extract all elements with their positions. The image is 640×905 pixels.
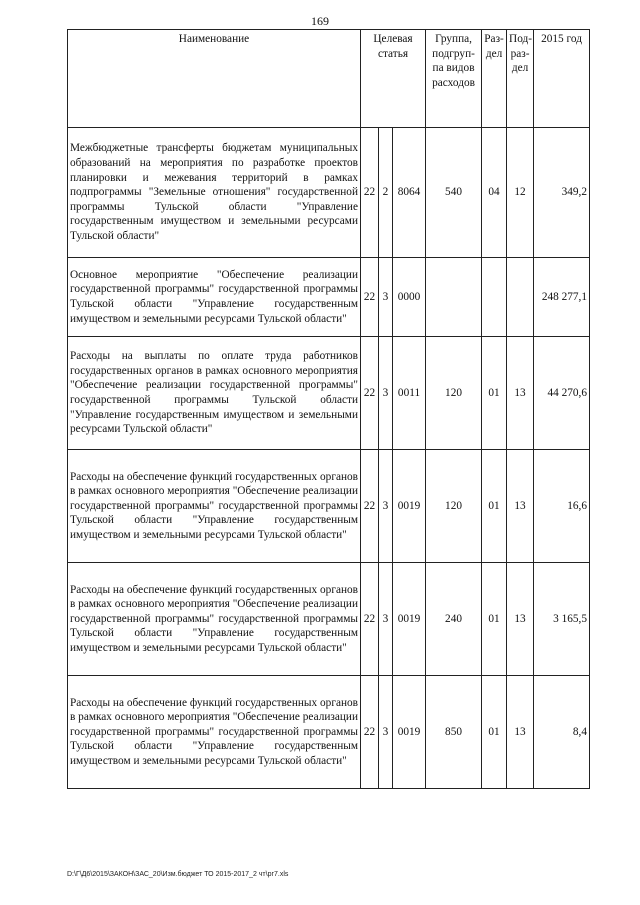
row-name: Расходы на выплаты по оплате труда работников государственных органов в рамках основного мероприятия "Обеспечение реализации государственной программы" государственной программы Тульской области "Управление государственным имуществом и земельными ресурсами Тульской области" bbox=[68, 337, 361, 450]
subsection-cell: 13 bbox=[507, 450, 534, 563]
table-row bbox=[68, 258, 590, 337]
group-cell: 240 bbox=[426, 563, 482, 676]
group-cell: 850 bbox=[426, 676, 482, 789]
section-cell: 01 bbox=[482, 563, 507, 676]
header-target-article: Целевая статья bbox=[361, 30, 426, 128]
header-year: 2015 год bbox=[534, 30, 590, 128]
group-cell: 540 bbox=[426, 128, 482, 258]
table-row bbox=[68, 337, 590, 450]
group-cell: 120 bbox=[426, 337, 482, 450]
row-name: Расходы на обеспечение функций государственных органов в рамках основного мероприятия "Обеспечение реализации государственной программы" государственной программы Тульской области "Управление государственным имуществом и земельными ресурсами Тульской области" bbox=[68, 676, 361, 789]
row-name: Расходы на обеспечение функций государственных органов в рамках основного мероприятия "Обеспечение реализации государственной программы" государственной программы Тульской области "Управление государственным имуществом и земельными ресурсами Тульской области" bbox=[68, 563, 361, 676]
target-article-part1: 22 bbox=[361, 337, 379, 450]
amount-cell: 8,4 bbox=[534, 676, 590, 789]
target-article-part1: 22 bbox=[361, 258, 379, 337]
amount-cell: 349,2 bbox=[534, 128, 590, 258]
target-article-part3: 0019 bbox=[393, 450, 426, 563]
target-article-part3: 0011 bbox=[393, 337, 426, 450]
target-article-part2: 2 bbox=[379, 128, 393, 258]
target-article-part3: 0019 bbox=[393, 676, 426, 789]
subsection-cell: 12 bbox=[507, 128, 534, 258]
target-article-part1: 22 bbox=[361, 563, 379, 676]
target-article-part3: 8064 bbox=[393, 128, 426, 258]
amount-cell: 16,6 bbox=[534, 450, 590, 563]
table-row bbox=[68, 563, 590, 676]
subsection-cell: 13 bbox=[507, 676, 534, 789]
subsection-cell: 13 bbox=[507, 337, 534, 450]
target-article-part3: 0019 bbox=[393, 563, 426, 676]
header-subsection: Под-раз-дел bbox=[507, 30, 534, 128]
budget-table bbox=[67, 29, 590, 789]
amount-cell: 248 277,1 bbox=[534, 258, 590, 337]
header-section: Раз-дел bbox=[482, 30, 507, 128]
header-name: Наименование bbox=[68, 30, 361, 128]
amount-cell: 44 270,6 bbox=[534, 337, 590, 450]
file-path-footer: D:\Г\Д6\2015\ЗАКОН\ЗАС_20\Изм.бюджет ТО 2015-2017_2 чт\рг7.xls bbox=[67, 871, 289, 878]
table-header-row bbox=[68, 30, 590, 128]
row-name: Основное мероприятие "Обеспечение реализации государственной программы" государственной программы Тульской области "Управление государственным имуществом и земельными ресурсами Тульской области" bbox=[68, 258, 361, 337]
target-article-part3: 0000 bbox=[393, 258, 426, 337]
table-row bbox=[68, 128, 590, 258]
target-article-part2: 3 bbox=[379, 676, 393, 789]
target-article-part2: 3 bbox=[379, 337, 393, 450]
section-cell bbox=[482, 258, 507, 337]
subsection-cell bbox=[507, 258, 534, 337]
row-name: Расходы на обеспечение функций государственных органов в рамках основного мероприятия "Обеспечение реализации государственной программы" государственной программы Тульской области "Управление государственным имуществом и земельными ресурсами Тульской области" bbox=[68, 450, 361, 563]
target-article-part2: 3 bbox=[379, 450, 393, 563]
amount-cell: 3 165,5 bbox=[534, 563, 590, 676]
section-cell: 01 bbox=[482, 450, 507, 563]
subsection-cell: 13 bbox=[507, 563, 534, 676]
table-row bbox=[68, 450, 590, 563]
target-article-part2: 3 bbox=[379, 563, 393, 676]
target-article-part1: 22 bbox=[361, 450, 379, 563]
table-row bbox=[68, 676, 590, 789]
target-article-part1: 22 bbox=[361, 128, 379, 258]
target-article-part1: 22 bbox=[361, 676, 379, 789]
row-name: Межбюджетные трансферты бюджетам муниципальных образований на мероприятия по разработке проектов планировки и межевания территорий в рамках подпрограммы "Земельные отношения" государственной программы Тульской области "Управление государственным имуществом и земельными ресурсами Тульской области" bbox=[68, 128, 361, 258]
group-cell bbox=[426, 258, 482, 337]
section-cell: 01 bbox=[482, 337, 507, 450]
page-number: 169 bbox=[311, 14, 329, 28]
target-article-part2: 3 bbox=[379, 258, 393, 337]
header-group: Группа, подгруп-па видов расходов bbox=[426, 30, 482, 128]
section-cell: 01 bbox=[482, 676, 507, 789]
section-cell: 04 bbox=[482, 128, 507, 258]
group-cell: 120 bbox=[426, 450, 482, 563]
